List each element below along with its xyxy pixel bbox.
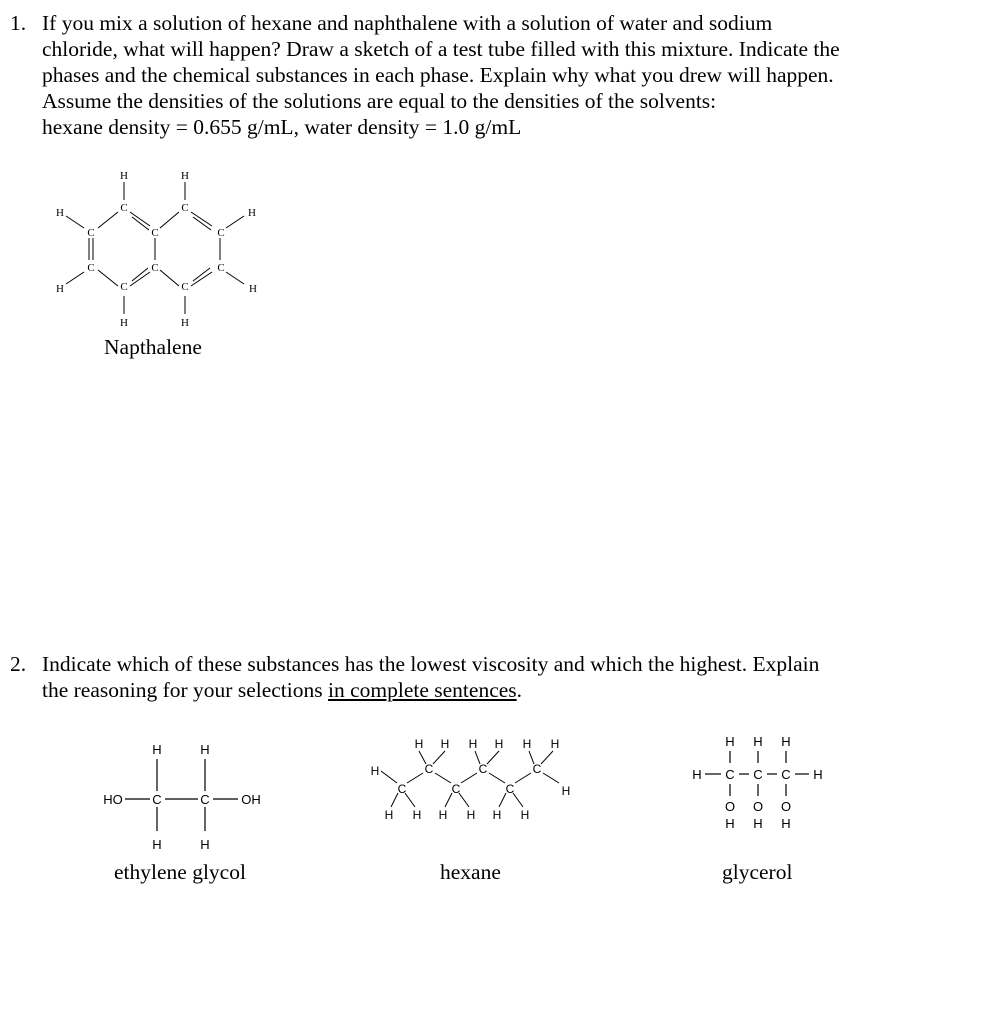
question-1-line: If you mix a solution of hexane and naphthalene with a solution of water and sodium [42,11,773,35]
naphthalene-caption: Napthalene [104,335,202,359]
hexane-caption: hexane [440,860,501,884]
atom-label: H [414,737,424,751]
atom-label: C [87,262,95,274]
question-2 [10,651,970,703]
ethylene-glycol-structure [95,735,285,860]
atom-label: C [151,262,159,274]
naphthalene-structure [40,160,280,335]
atom-label: C [120,281,128,293]
atom-label: C [181,281,189,293]
atom-label: H [440,737,450,751]
atom-label: H [468,737,478,751]
atom-label: C [152,792,162,807]
atom-label: H [152,837,162,852]
atom-label: H [384,808,394,822]
atom-label: H [781,816,791,831]
atom-label: H [813,767,823,782]
atom-label: O [724,799,736,814]
atom-label: H [522,737,532,751]
question-1-line: phases and the chemical substances in each phase. Explain why what you drew will happen. [42,63,834,87]
group-label: OH [241,792,261,807]
atom-label: H [753,816,763,831]
atom-label: H [120,317,128,329]
atom-label: O [780,799,792,814]
atom-label: H [412,808,422,822]
atom-label: C [217,262,225,274]
atom-label: H [152,742,162,757]
atom-label: C [478,762,488,776]
question-1-line: Assume the densities of the solutions are equal to the densities of the solvents: [42,89,717,113]
atom-label: C [200,792,210,807]
atom-label: C [217,227,225,239]
question-1 [10,10,970,140]
question-2-line2-prefix: the reasoning for your selections [42,678,328,702]
atom-label: H [753,734,763,749]
atom-label: H [520,808,530,822]
atom-label: C [120,202,128,214]
ethylene-glycol-caption: ethylene glycol [114,860,246,884]
atom-label: C [532,762,542,776]
atom-label: C [451,782,461,796]
atom-label: H [492,808,502,822]
question-1-line: chloride, what will happen? Draw a sketch of a test tube filled with this mixture. Indicate the [42,37,840,61]
hexane-structure [365,733,580,828]
atom-label: H [692,767,702,782]
question-2-line: Indicate which of these substances has the lowest viscosity and which the highest. Explain [42,652,820,676]
question-2-line2-suffix: . [516,678,523,702]
question-1-line: hexane density = 0.655 g/mL, water density = 1.0 g/mL [42,115,522,139]
atom-label: O [752,799,764,814]
atom-label: H [561,784,571,798]
atom-label: H [200,837,210,852]
atom-label: C [781,767,791,782]
atom-label: H [725,734,735,749]
glycerol-structure [685,731,845,836]
atom-label: C [397,782,407,796]
question-2-number: 2. [10,652,27,676]
question-2-text [42,651,970,703]
question-2-line [42,677,970,703]
atom-label: H [200,742,210,757]
atom-label: H [181,317,189,329]
atom-label: H [438,808,448,822]
atom-label: H [370,764,380,778]
atom-label: C [725,767,735,782]
atom-label: H [781,734,791,749]
atom-label: C [753,767,763,782]
atom-label: H [120,170,128,182]
atom-label: C [181,202,189,214]
question-2-underlined-phrase: in complete sentences [328,678,517,702]
atom-label: C [87,227,95,239]
atom-label: H [725,816,735,831]
atom-label: H [181,170,189,182]
glycerol-caption: glycerol [722,860,793,884]
atom-label: H [56,283,64,295]
group-label: HO [103,792,123,807]
question-1-number: 1. [10,11,27,35]
atom-label: H [249,283,257,295]
atom-label: H [466,808,476,822]
atom-label: H [248,207,256,219]
question-1-text [42,10,970,140]
atom-label: H [550,737,560,751]
atom-label: C [505,782,515,796]
atom-label: H [494,737,504,751]
atom-label: C [151,227,159,239]
atom-label: H [56,207,64,219]
atom-label: C [424,762,434,776]
